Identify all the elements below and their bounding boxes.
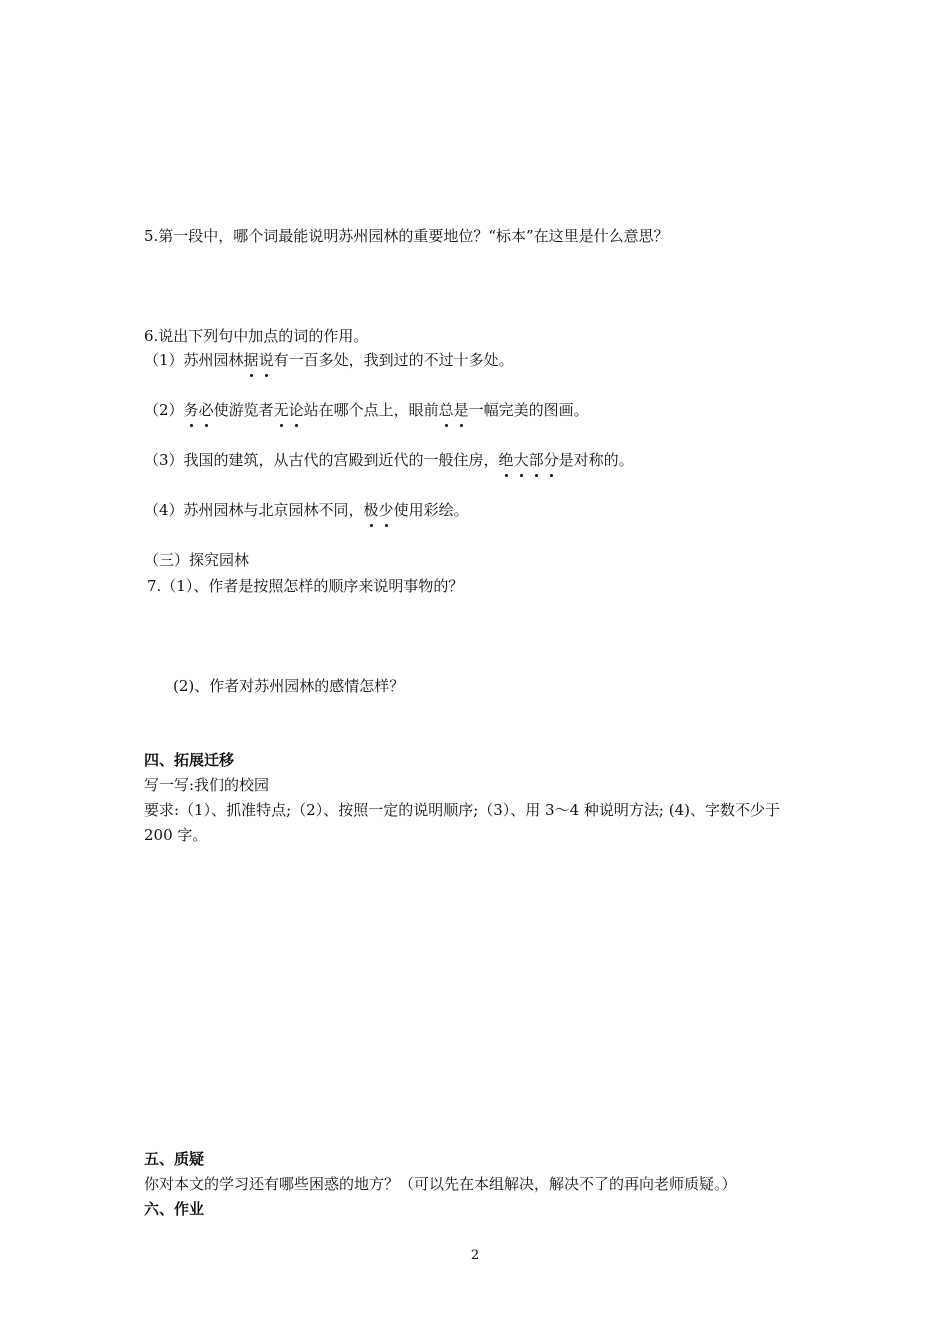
emphasis-dot-char: 无 [273,401,289,419]
emphasis-dot-char: 据 [243,351,259,369]
sentence-4-text-a: （4）苏州园林与北京园林不同， [144,501,364,519]
question-6-sentence-3 [144,450,634,470]
emphasis-dot-char: 分 [543,451,559,469]
emphasis-dot-char: 极 [363,501,379,519]
question-5: 5.第一段中，哪个词最能说明苏州园林的重要地位？“标本”在这里是什么意思？ [144,227,669,245]
emphasis-dot-char: 必 [198,401,214,419]
question-6-sentence-2 [144,400,589,420]
question-6-sentence-4 [144,500,469,520]
section-6-heading: 六、作业 [144,1200,205,1218]
sentence-3-text-b: 是对称的。 [558,451,634,469]
sentence-4-dotted-word [364,501,394,519]
sentence-2-text-d: 一幅完美的图画。 [468,401,589,419]
emphasis-dot-char: 绝 [498,451,514,469]
section-4-requirements: 要求:（1）、抓准特点;（2）、按照一定的说明顺序;（3）、用 3～4 种说明方法; (4)、字数不少于 [144,801,780,819]
section-5-text: 你对本文的学习还有哪些困惑的地方？（可以先在本组解决，解决不了的再向老师质疑。） [144,1175,737,1193]
question-6-title: 6.说出下列句中加点的词的作用。 [144,327,369,345]
question-6-sentence-1 [144,350,514,370]
section-3-heading: （三）探究园林 [144,551,250,569]
question-7-part-2: (2)、作者对苏州园林的感情怎样？ [173,677,405,695]
section-4-task: 写一写:我们的校园 [144,776,270,794]
sentence-3-text-a: （3）我国的建筑，从古代的宫殿到近代的一般住房， [144,451,499,469]
emphasis-dot-char: 少 [378,501,394,519]
emphasis-dot-char: 务 [183,401,199,419]
section-4-requirements-cont: 200 字。 [144,826,208,844]
sentence-1-text-a: （1）苏州园林 [144,351,244,369]
sentence-2-dotted-word-1 [184,401,214,419]
emphasis-dot-char: 是 [453,401,469,419]
sentence-1-dotted-word [244,351,274,369]
sentence-4-text-b: 使用彩绘。 [393,501,469,519]
emphasis-dot-char: 总 [438,401,454,419]
sentence-2-dotted-word-3 [439,401,469,419]
emphasis-dot-char: 部 [528,451,544,469]
emphasis-dot-char: 大 [513,451,529,469]
sentence-2-text-c: 站在哪个点上，眼前 [303,401,439,419]
question-7-part-1: 7.（1）、作者是按照怎样的顺序来说明事物的？ [147,577,464,595]
page-number: 2 [470,1248,480,1263]
sentence-1-text-b: 有一百多处，我到过的不过十多处。 [273,351,514,369]
section-4-heading: 四、拓展迁移 [144,751,235,769]
sentence-2-text-a: （2） [144,401,184,419]
sentence-3-dotted-word [499,451,559,469]
emphasis-dot-char: 说 [258,351,274,369]
emphasis-dot-char: 论 [288,401,304,419]
sentence-2-text-b: 使游览者 [213,401,274,419]
section-5-heading: 五、质疑 [144,1150,205,1168]
sentence-2-dotted-word-2 [274,401,304,419]
